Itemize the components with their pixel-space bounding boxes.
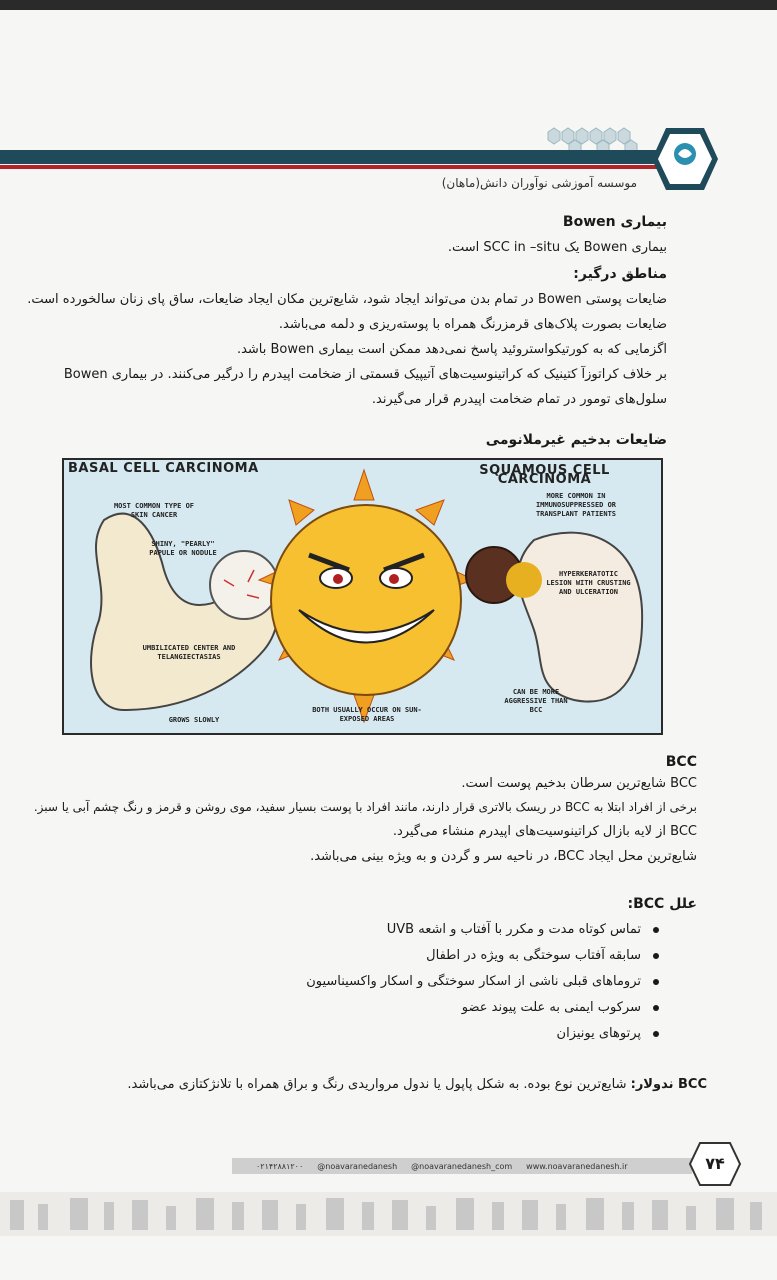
institute-logo	[652, 124, 718, 194]
list-item: تماس کوتاه مدت و مکرر با آفتاب و اشعه UVB	[306, 917, 659, 943]
bowen-title: بیماری Bowen	[562, 214, 667, 230]
bowen-paragraph-4b: سلول‌های تومور در تمام ضخامت اپیدرم قرار می‌گیرند.	[371, 392, 667, 407]
section-title: ضایعات بدخیم غیرملانومی	[485, 432, 667, 448]
bcc-label-umbilicated: UMBILICATED CENTER AND TELANGIECTASIAS	[142, 644, 236, 661]
scc-label-immunosuppressed: MORE COMMON IN IMMUNOSUPPRESSED OR TRANSPLANT PATIENTS	[535, 492, 617, 518]
scc-heading: SQUAMOUS CELL CARCINOMA	[479, 463, 610, 487]
bcc-paragraph-3: BCC از لایه بازال کراتینوسیت‌های اپیدرم منشاء می‌گیرد.	[392, 824, 697, 839]
causes-list	[306, 917, 659, 1047]
bcc-label-grows-slowly: GROWS SLOWLY	[168, 716, 220, 724]
telegram-handle: @noavaranedanesh	[317, 1161, 398, 1171]
bowen-paragraph-1: ضایعات پوستی Bowen در تمام بدن می‌تواند ایجاد شود، شایع‌ترین مکان ایجاد ضایعات، ساق پای زنان سالخورده است.	[27, 292, 667, 307]
list-item: تروماهای قبلی ناشی از اسکار سوختگی و اسکار واکسیناسیون	[306, 969, 659, 995]
footer-contact-bar	[232, 1158, 692, 1174]
shared-label-sun-exposed: BOTH USUALLY OCCUR ON SUN-EXPOSED AREAS	[312, 706, 422, 723]
bcc-label-pearly: SHINY, "PEARLY" PAPULE OR NODULE	[149, 540, 217, 557]
page-number: ۷۴	[705, 1154, 725, 1173]
areas-title: مناطق درگیر:	[573, 266, 667, 282]
instagram-handle: @noavaranedanesh_com	[411, 1161, 513, 1171]
bcc-scc-illustration	[62, 458, 663, 735]
header-bar	[0, 150, 690, 164]
list-item: پرتوهای یونیزان	[306, 1021, 659, 1047]
bowen-paragraph-3: اگزمایی که به کورتیکواستروئید پاسخ نمی‌دهد ممکن است بیماری Bowen باشد.	[236, 342, 667, 357]
page-top-edge	[0, 0, 777, 10]
causes-title: علل BCC:	[627, 896, 697, 912]
website-url: www.noavaranedanesh.ir	[526, 1161, 628, 1171]
bowen-paragraph-2: ضایعات بصورت پلاک‌های قرمزرنگ همراه با پوسته‌ریزی و دلمه می‌باشد.	[278, 317, 667, 332]
nodular-text: شایع‌ترین نوع بوده. به شکل پاپول یا ندول مرواریدی رنگ و براق همراه با تلانژکتازی می‌باشد.	[127, 1077, 631, 1092]
nodular-bcc-line	[127, 1076, 707, 1094]
institute-subtitle: موسسه آموزشی نوآوران دانش(ماهان)	[441, 176, 637, 190]
bowen-definition: بیماری Bowen یک SCC in –situ است.	[447, 240, 667, 255]
scc-label-hyperkeratotic: HYPERKERATOTIC LESION WITH CRUSTING AND ULCERATION	[546, 570, 631, 596]
bowen-paragraph-4a: بر خلاف کراتوزآ کتینیک که کراتینوسیت‌های آتیپیک قسمتی از ضخامت اپیدرم را درگیر می‌کنند. در بیماری Bowen	[63, 367, 667, 382]
bcc-heading: BASAL CELL CARCINOMA	[68, 461, 259, 476]
scc-label-aggressive: CAN BE MORE AGGRESSIVE THAN BCC	[504, 688, 568, 714]
nodular-label: BCC ندولار:	[630, 1077, 707, 1092]
list-item: سابقه آفتاب سوختگی به ویژه در اطفال	[306, 943, 659, 969]
phone-number: ۰۲۱۴۲۸۸۱۲۰۰	[256, 1161, 304, 1171]
footer-pattern	[0, 1192, 777, 1236]
bcc-title: BCC	[665, 754, 697, 770]
bcc-paragraph-4: شایع‌ترین محل ایجاد BCC، در ناحیه سر و گردن و به ویژه بینی می‌باشد.	[310, 849, 697, 864]
bcc-paragraph-1: BCC شایع‌ترین سرطان بدخیم پوست است.	[461, 776, 697, 791]
bcc-label-most-common: MOST COMMON TYPE OF SKIN CANCER	[113, 502, 195, 519]
header-red-line	[0, 165, 690, 169]
bcc-paragraph-2: برخی از افراد ابتلا به BCC در ریسک بالاتری قرار دارند، مانند افراد با پوست بسیار سفید، موی روشن و قرمز و رنگ چشم آبی یا سبز.	[33, 800, 697, 814]
list-item: سرکوب ایمنی به علت پیوند عضو	[306, 995, 659, 1021]
